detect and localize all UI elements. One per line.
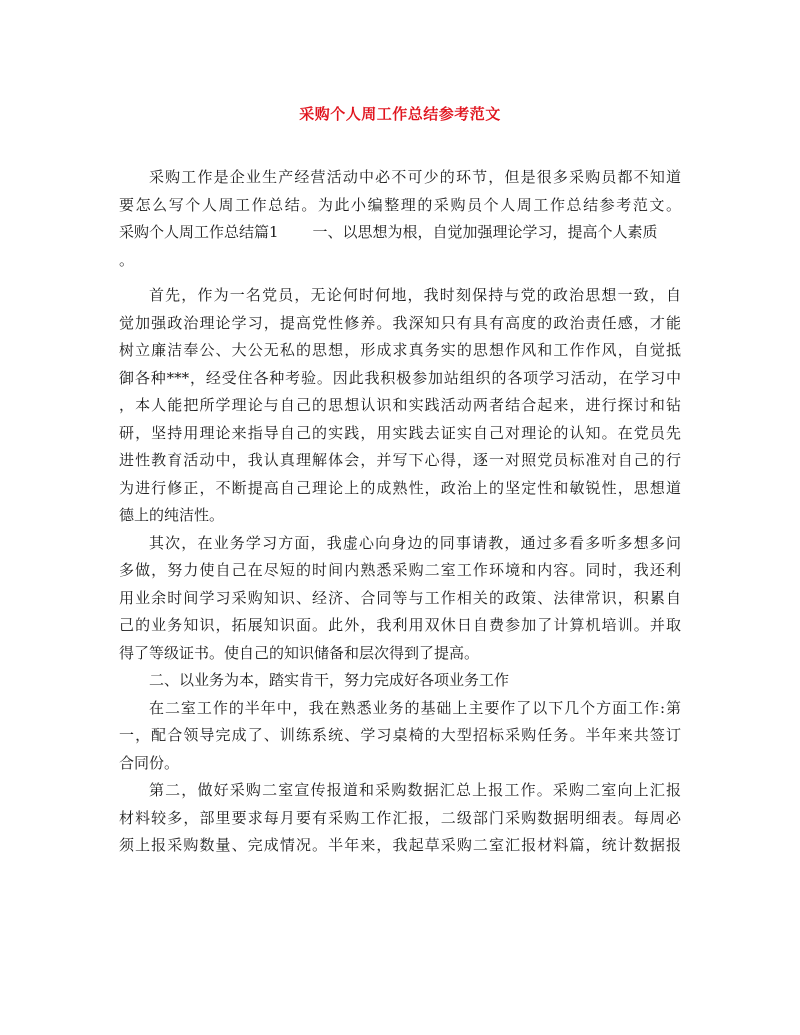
- text-line: 须上报采购数量、完成情况。半年来，我起草采购二室汇报材料篇，统计数据报: [119, 836, 681, 854]
- text-line: 德上的纯洁性。: [119, 506, 225, 524]
- text-line: 材料较多，部里要求每月要有采购工作汇报，二级部门采购数据明细表。每周必: [119, 808, 681, 827]
- section-heading: 采购个人周工作总结篇1: [119, 223, 279, 241]
- paragraph-second-point: [119, 530, 681, 668]
- text-line: 。: [119, 250, 135, 269]
- paragraph-first-point: [119, 282, 681, 530]
- text-line: [119, 219, 681, 247]
- subsection-heading: 一、以思想为根，自觉加强理论学习，提高个人素质: [312, 223, 658, 241]
- text-line: 树立廉洁奉公、大公无私的思想，形成求真务实的思想作风和工作作风，自觉抵: [119, 341, 681, 359]
- text-line: 得了等级证书。使自己的知识储备和层次得到了提高。: [119, 643, 480, 662]
- document-title: 采购个人周工作总结参考范文: [299, 105, 501, 123]
- document-body: [119, 164, 681, 860]
- text-line: 觉加强政治理论学习，提高党性修养。我深知只有具有高度的政治责任感，才能: [119, 313, 681, 332]
- text-line: 御各种***，经受住各种考验。因此我积极参加站组织的各项学习活动，在学习中: [119, 368, 681, 387]
- text-line: ，本人能把所学理论与自己的思想认识和实践活动两者结合起来，进行探讨和钻: [119, 396, 681, 414]
- section-heading: 二、以业务为本，踏实肯干，努力完成好各项业务工作: [149, 671, 510, 689]
- text-line: 第二，做好采购二室宣传报道和采购数据汇总上报工作。采购二室向上汇报: [149, 781, 681, 799]
- text-line: 采购工作是企业生产经营活动中必不可少的环节，但是很多采购员都不知道: [149, 168, 681, 186]
- text-line: 合同份。: [119, 753, 180, 772]
- paragraph-second-item: [119, 777, 681, 860]
- text-line: 进性教育活动中，我认真理解体会，并写下心得，逐一对照党员标准对自己的行: [119, 451, 681, 469]
- text-line: 多做，努力使自己在尽短的时间内熟悉采购二室工作环境和内容。同时，我还利: [119, 561, 681, 579]
- text-line: 己的业务知识，拓展知识面。此外，我利用双休日自费参加了计算机培训。并取: [119, 616, 681, 634]
- paragraph-intro: [119, 164, 681, 274]
- paragraph-work-items: [119, 695, 681, 778]
- text-line: 研，坚持用理论来指导自己的实践，用实践去证实自己对理论的认知。在党员先: [119, 423, 681, 442]
- text-line: 为进行修正，不断提高自己理论上的成熟性，政治上的坚定性和敏锐性，思想道: [119, 478, 681, 497]
- text-line: 在二室工作的半年中，我在熟悉业务的基础上主要作了以下几个方面工作:第: [149, 698, 681, 717]
- text-line: 一，配合领导完成了、训练系统、学习桌椅的大型招标采购任务。半年来共签订: [119, 726, 681, 744]
- text-line: 其次，在业务学习方面，我虚心向身边的同事请教，通过多看多听多想多问: [149, 533, 681, 552]
- text-line: 用业余时间学习采购知识、经济、合同等与工作相关的政策、法律常识，积累自: [119, 588, 681, 607]
- text-line: 要怎么写个人周工作总结。为此小编整理的采购员个人周工作总结参考范文。: [119, 195, 681, 214]
- text-line: 首先，作为一名党员，无论何时何地，我时刻保持与党的政治思想一致，自: [149, 286, 681, 304]
